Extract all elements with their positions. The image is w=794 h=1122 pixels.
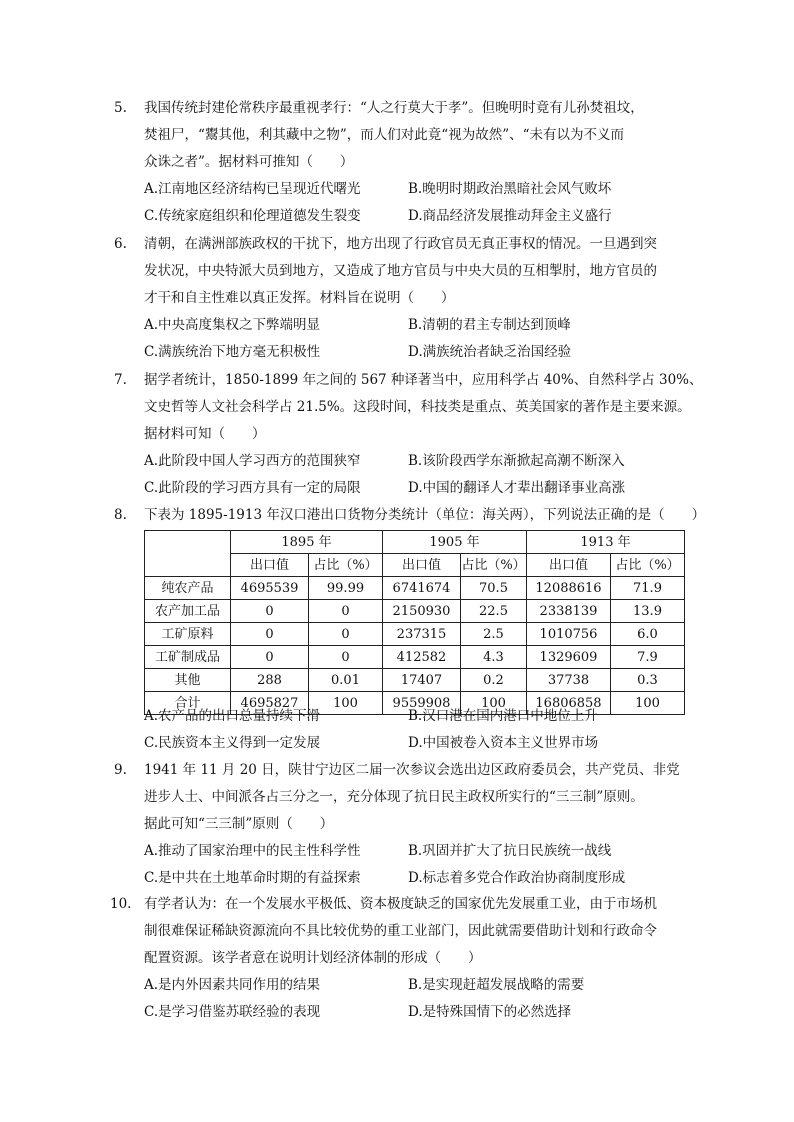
table-cell: 0	[231, 646, 309, 669]
option-a[interactable]: A.推动了国家治理中的民主性科学性	[144, 843, 361, 859]
row-label: 农产加工品	[145, 600, 231, 623]
table-cell: 16806858	[527, 692, 611, 715]
option-d[interactable]: D.中国被卷入资本主义世界市场	[408, 735, 599, 751]
option-a[interactable]: A.此阶段中国人学习西方的范围狭窄	[144, 453, 361, 469]
option-a[interactable]: A.江南地区经济结构已呈现近代曙光	[144, 181, 361, 197]
table-cell: 0.3	[611, 669, 685, 692]
column-header: 出口值	[231, 554, 309, 577]
option-d[interactable]: D.标志着多党合作政治协商制度形成	[408, 870, 626, 886]
column-header: 出口值	[383, 554, 461, 577]
table-cell: 0	[309, 646, 383, 669]
table-cell: 4695539	[231, 577, 309, 600]
table-cell: 70.5	[461, 577, 527, 600]
table-cell: 4695827	[231, 692, 309, 715]
table-row	[145, 577, 685, 600]
table-cell: 100	[461, 692, 527, 715]
option-c[interactable]: C.是中共在土地革命时期的有益探索	[144, 870, 361, 886]
option-c[interactable]: C.满族统治下地方毫无积极性	[144, 344, 321, 360]
table-row	[145, 669, 685, 692]
table-cell: 7.9	[611, 646, 685, 669]
option-c[interactable]: C.此阶段的学习西方具有一定的局限	[144, 480, 361, 496]
table-cell: 2.5	[461, 623, 527, 646]
option-a[interactable]: A.是内外因素共同作用的结果	[144, 977, 321, 993]
table-row	[145, 646, 685, 669]
table-cell: 37738	[527, 669, 611, 692]
option-a[interactable]: A.中央高度集权之下弊端明显	[144, 317, 321, 333]
row-label: 工矿原料	[145, 623, 231, 646]
row-label: 纯农产品	[145, 577, 231, 600]
table-cell: 22.5	[461, 600, 527, 623]
question-number: 6.	[114, 236, 127, 252]
question-text-line: 1941 年 11 月 20 日，陕甘宁边区二届一次参议会选出边区政府委员会，共产党员、非党	[144, 762, 680, 778]
table-cell: 100	[309, 692, 383, 715]
table-cell: 99.99	[309, 577, 383, 600]
table-cell: 0	[231, 623, 309, 646]
question-text-line: 焚祖尸，“鬻其他，利其藏中之物”，而人们对此竟“视为故然”、“未有以为不义而	[144, 127, 625, 143]
option-b[interactable]: B.该阶段西学东渐掀起高潮不断深入	[408, 453, 625, 469]
option-d[interactable]: D.是特殊国情下的必然选择	[408, 1004, 572, 1020]
question-text-line: 清朝，在满洲部族政权的干扰下，地方出现了行政官员无真正事权的情况。一旦遇到突	[144, 236, 657, 252]
table-cell: 100	[611, 692, 685, 715]
table-cell: 71.9	[611, 577, 685, 600]
table-row	[145, 623, 685, 646]
option-b[interactable]: B.是实现赶超发展战略的需要	[408, 977, 585, 993]
table-cell: 6741674	[383, 577, 461, 600]
table-cell: 288	[231, 669, 309, 692]
row-label: 工矿制成品	[145, 646, 231, 669]
column-header: 占比（%）	[611, 554, 685, 577]
table-cell: 17407	[383, 669, 461, 692]
question-text-line: 据学者统计，1850-1899 年之间的 567 种译著当中，应用科学占 40%、自然科学占 30%、	[144, 372, 703, 388]
question-text-line: 文史哲等人文社会科学占 21.5%。这段时间，科技类是重点、英美国家的著作是主要来源。	[144, 399, 691, 415]
table-cell: 0	[309, 600, 383, 623]
question-text-line: 制很难保证稀缺资源流向不具比较优势的重工业部门，因此就需要借助计划和行政命令	[144, 923, 657, 939]
table-cell: 0.2	[461, 669, 527, 692]
option-a[interactable]: A.农产品的出口总量持续下滑	[144, 708, 321, 724]
question-number: 8.	[114, 507, 127, 523]
table-cell: 237315	[383, 623, 461, 646]
table-header-row	[145, 531, 685, 554]
question-text-line: 有学者认为：在一个发展水平极低、资本极度缺乏的国家优先发展重工业，由于市场机	[144, 896, 657, 912]
option-b[interactable]: B.巩固并扩大了抗日民族统一战线	[408, 843, 612, 859]
option-d[interactable]: D.商品经济发展推动拜金主义盛行	[408, 208, 612, 224]
row-label: 合计	[145, 692, 231, 715]
option-c[interactable]: C.民族资本主义得到一定发展	[144, 735, 321, 751]
export-table	[144, 530, 685, 715]
question-text-line: 才干和自主性难以真正发挥。材料旨在说明（ ）	[144, 290, 455, 306]
table-cell: 12088616	[527, 577, 611, 600]
question-text-line: 下表为 1895-1913 年汉口港出口货物分类统计（单位：海关两），下列说法正确的是（ ）	[144, 507, 706, 523]
option-d[interactable]: D.满族统治者缺乏治国经验	[408, 344, 572, 360]
question-number: 9.	[114, 762, 127, 778]
column-header: 占比（%）	[309, 554, 383, 577]
question-text-line: 众诛之者”。据材料可推知（ ）	[144, 154, 354, 170]
question-text-line: 发状况，中央特派大员到地方，又造成了地方官员与中央大员的互相掣肘，地方官员的	[144, 263, 657, 279]
column-header: 占比（%）	[461, 554, 527, 577]
table-cell: 1010756	[527, 623, 611, 646]
option-c[interactable]: C.传统家庭组织和伦理道德发生裂变	[144, 208, 361, 224]
table-cell: 0	[309, 623, 383, 646]
row-label: 其他	[145, 669, 231, 692]
question-text-line: 我国传统封建伦常秩序最重视孝行：“人之行莫大于孝”。但晚明时竟有儿孙焚祖坟，	[144, 100, 644, 116]
option-d[interactable]: D.中国的翻译人才辈出翻译事业高涨	[408, 480, 626, 496]
column-header: 出口值	[527, 554, 611, 577]
table-cell: 6.0	[611, 623, 685, 646]
question-number: 7.	[114, 372, 127, 388]
question-text-line: 配置资源。该学者意在说明计划经济体制的形成（ ）	[144, 950, 482, 966]
option-b[interactable]: B.汉口港在国内港口中地位上升	[408, 708, 598, 724]
table-cell: 2338139	[527, 600, 611, 623]
question-text-line: 进步人士、中间派各占三分之一，充分体现了抗日民主政权所实行的“三三制”原则。	[144, 789, 644, 805]
table-corner-cell	[145, 531, 231, 577]
question-text-line: 据材料可知（ ）	[144, 426, 266, 442]
table-cell: 13.9	[611, 600, 685, 623]
year-header: 1913 年	[527, 531, 685, 554]
year-header: 1905 年	[383, 531, 527, 554]
question-number: 10.	[110, 896, 132, 912]
table-cell: 1329609	[527, 646, 611, 669]
table-cell: 2150930	[383, 600, 461, 623]
option-b[interactable]: B.清朝的君主专制达到顶峰	[408, 317, 571, 333]
table-cell: 0.01	[309, 669, 383, 692]
question-text-line: 据此可知“三三制”原则（ ）	[144, 816, 334, 832]
option-b[interactable]: B.晚明时期政治黑暗社会风气败坏	[408, 181, 612, 197]
question-number: 5.	[114, 100, 127, 116]
table-cell: 9559908	[383, 692, 461, 715]
option-c[interactable]: C.是学习借鉴苏联经验的表现	[144, 1004, 321, 1020]
table-cell: 412582	[383, 646, 461, 669]
year-header: 1895 年	[231, 531, 383, 554]
table-cell: 0	[231, 600, 309, 623]
table-row	[145, 600, 685, 623]
table-cell: 4.3	[461, 646, 527, 669]
